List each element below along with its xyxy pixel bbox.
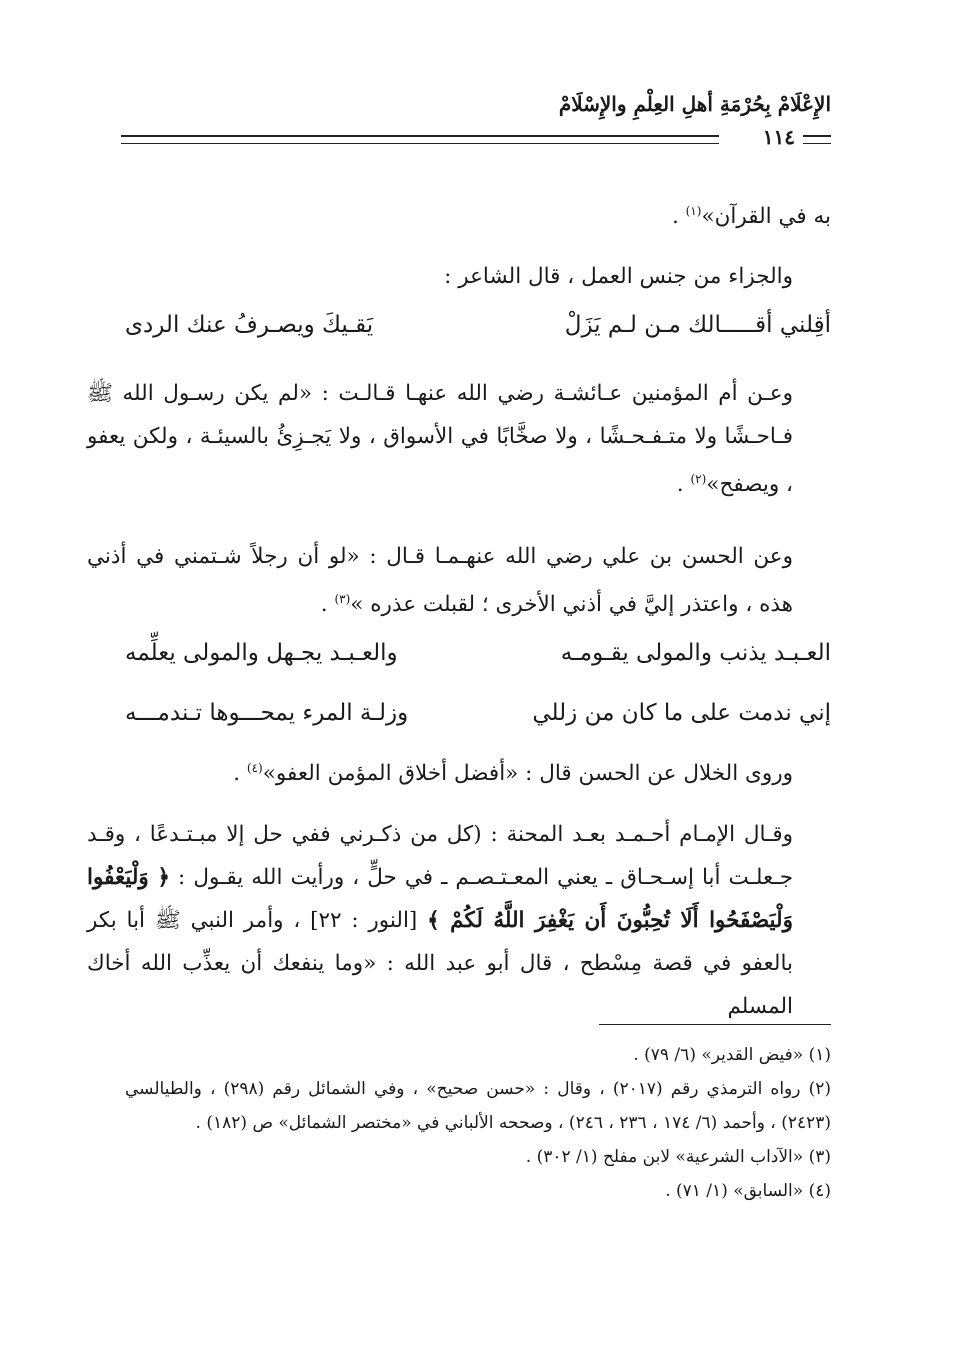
paragraph-1-text: به في القرآن» — [701, 204, 831, 230]
paragraph-4 — [87, 535, 831, 626]
paragraph-6 — [87, 813, 831, 1028]
header-rule-right-segment — [803, 135, 831, 144]
poem-verse-2-first-hemistich: العـبـد يذنب والمولى يقـومـه — [560, 640, 831, 666]
paragraph-5-end: . — [233, 761, 247, 787]
poem-verse-3 — [125, 700, 831, 750]
header-rule — [121, 126, 831, 148]
footnote-1: (١) «فيض القدير» (٦/ ٧٩) . — [633, 1045, 831, 1065]
running-header-title: الإِعْلَامْ بِحُرْمَةِ أهلِ العِلْمِ والإِسْلَامْ — [558, 92, 831, 116]
paragraph-6-text-a: وقـال الإمـام أحـمـد بعـد المحنة : (كل من ذكـرني ففي حل إلا مبـتـدعًا ، وقـد جـعلـت أبا إسـحـاق ـ يعني المعـتـصـم ـ في حلٍّ ، ورأيت الله يقـول : — [87, 822, 793, 890]
paragraph-6-text-b: [النور : ٢٢] ، وأمر النبي ﷺ أبا بكر بالعفو في قصة مِسْطح ، قال أبو عبد الله : «وما ينفعك أن يعذِّب الله أخاك المسلم — [87, 908, 793, 1019]
quran-verse-quote: ﴿ وَلْيَعْفُوا وَلْيَصْفَحُوا أَلَا تُحِبُّونَ أَن يَغْفِرَ اللَّهُ لَكُمْ ﴾ — [87, 865, 793, 933]
footnotes — [125, 1038, 831, 1208]
footnote-ref-4: (٤) — [246, 761, 263, 775]
paragraph-4-end: . — [320, 592, 335, 618]
footnote-separator — [599, 1024, 831, 1025]
poem-verse-3-first-hemistich: إني ندمت على ما كان من زللي — [532, 700, 831, 726]
poem-verse-2 — [125, 640, 831, 690]
paragraph-5-text: وروى الخلال عن الحسن قال : «أفضل أخلاق المؤمن العفو» — [262, 761, 793, 787]
paragraph-3-text: وعـن أم المؤمنين عـائشـة رضي الله عنهـا قـالـت : «لم يكن رسـول الله ﷺ فـاحـشًا ولا متـفـحـشًا ، ولا صخَّابًا في الأسواق ، ولا يَجـزِئُ بالسيئـة ، ولكن يعفو ، ويصفح» — [87, 381, 793, 498]
paragraph-1-end: . — [671, 204, 686, 230]
footnote-2: (٢) رواه الترمذي رقم (٢٠١٧) ، وقال : «حسن صحيح» ، وفي الشمائل رقم (٢٩٨) ، والطيالسي (٢٤٢٣) ، وأحمد (٦/ ١٧٤ ، ٢٣٦ ، ٢٤٦) ، وصححه الألباني في «مختصر الشمائل» ص (١٨٢) . — [125, 1079, 831, 1133]
poem-verse-1-first-hemistich: أقِلني أقـــــالك مـن لـم يَزَلْ — [564, 312, 831, 338]
footnote-ref-3: (٣) — [334, 592, 351, 606]
page-number: ١١٤ — [762, 125, 795, 149]
footnote-4: (٤) «السابق» (١/ ٧١) . — [665, 1181, 831, 1201]
poem-verse-1 — [125, 312, 831, 362]
poem-verse-2-second-hemistich: والعـبـد يجـهل والمولى يعلِّمه — [125, 640, 398, 666]
paragraph-3 — [87, 372, 831, 506]
paragraph-1 — [125, 190, 831, 238]
paragraph-5 — [87, 747, 831, 795]
paragraph-3-end: . — [676, 472, 691, 498]
poem-verse-1-second-hemistich: يَقـيكَ ويصـرفُ عنك الردى — [125, 312, 374, 338]
footnote-ref-1: (١) — [685, 204, 702, 218]
paragraph-2: والجزاء من جنس العمل ، قال الشاعر : — [444, 264, 793, 289]
footnote-3: (٣) «الآداب الشرعية» لابن مفلح (١/ ٣٠٢) . — [525, 1147, 831, 1167]
footnote-ref-2: (٢) — [690, 472, 707, 486]
paragraph-4-text: وعن الحسن بن علي رضي الله عنهـمـا قـال : «لو أن رجلاً شـتمني في أذني هذه ، واعتذر إليَّ في أذني الأخرى ؛ لقبلت عذره » — [87, 544, 793, 618]
header-rule-left-segment — [121, 135, 719, 144]
poem-verse-3-second-hemistich: وزلـة المرء يمحـــوها تـندمـــه — [125, 700, 409, 726]
